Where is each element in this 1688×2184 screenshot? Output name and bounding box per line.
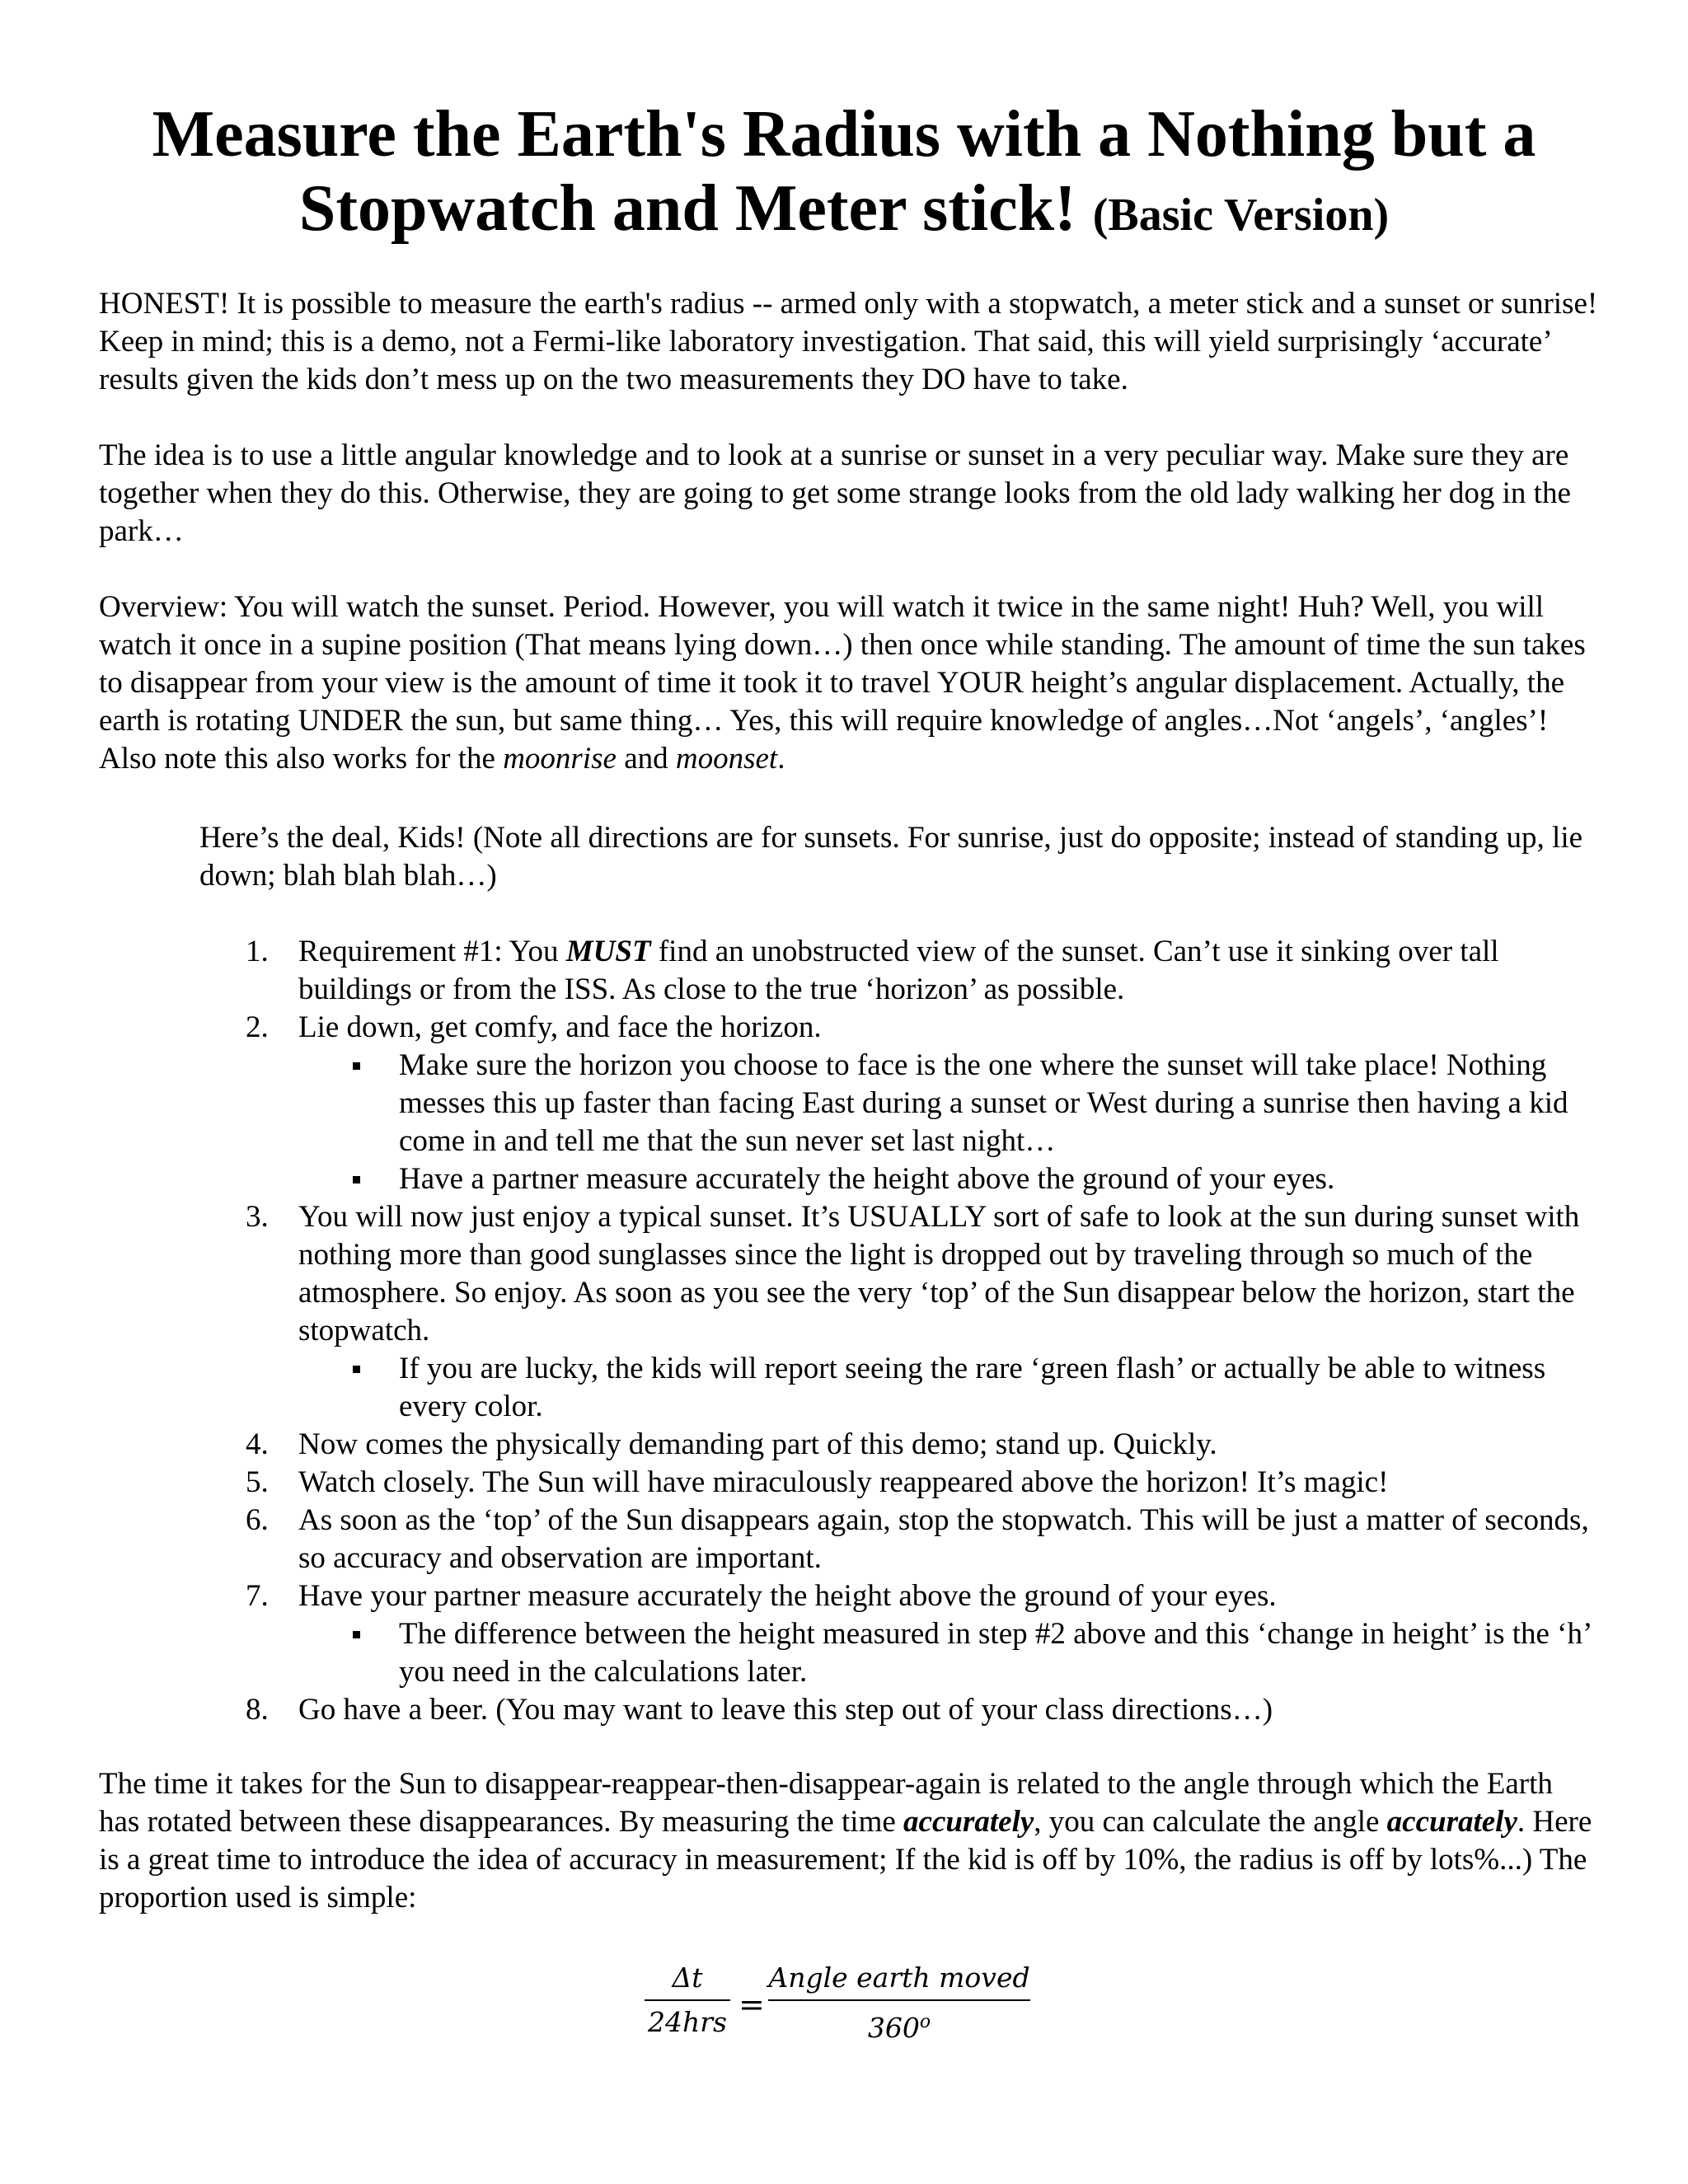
degree-superscript: o: [919, 2012, 931, 2032]
closing-text-a: The time it takes for the Sun to disappear-reappear-then-disappear-again is related to the angle through which the Earth has rotated between these disappearances. By measuring the time: [99, 1767, 1553, 1839]
steps-list: [246, 933, 1597, 1729]
step-8: [246, 1691, 1597, 1729]
closing-text-c: . Here is a great time to introduce the idea of accuracy in measurement; If the kid is off by 10%, the radius is off by lots%...) The proportion used is simple:: [99, 1805, 1592, 1915]
title-version: (Basic Version): [1092, 190, 1390, 241]
step-emphasis: MUST: [565, 935, 651, 968]
bullet-text: The difference between the height measured in step #2 above and this ‘change in height’ is the ‘h’ you need in the calculations later.: [399, 1617, 1591, 1689]
square-bullet-icon: [353, 1062, 360, 1070]
step-3-bullets: [298, 1350, 1597, 1426]
step-3: [246, 1198, 1597, 1426]
square-bullet-icon: [353, 1366, 360, 1373]
closing-emphasis-2: accurately: [1386, 1805, 1517, 1839]
overview-paragraph: [99, 588, 1599, 778]
bullet-item: [298, 1160, 1597, 1198]
step-text: Watch closely. The Sun will have miraculously reappeared above the horizon! It’s magic!: [298, 1465, 1389, 1499]
step-7: [246, 1577, 1597, 1691]
deal-paragraph: Here’s the deal, Kids! (Note all directions are for sunsets. For sunrise, just do opposite; instead of standing up, lie down; blah blah blah…): [199, 821, 1583, 893]
step-6: [246, 1502, 1597, 1577]
step-text: Requirement #1: You: [298, 935, 566, 968]
moonrise-term: moonrise: [503, 742, 617, 776]
square-bullet-icon: [353, 1631, 360, 1638]
page-title: [0, 97, 1688, 252]
step-text: Lie down, get comfy, and face the horizon.: [298, 1010, 822, 1044]
closing-paragraph: [99, 1765, 1599, 1917]
left-denominator: 24hrs: [648, 2006, 727, 2038]
right-fraction: [768, 1960, 1030, 2044]
degrees-value: 360: [867, 2012, 920, 2044]
equals-sign: =: [738, 1986, 765, 2022]
left-fraction: [645, 1960, 730, 2041]
step-number: 7.: [246, 1579, 269, 1613]
bullet-item: [298, 1047, 1597, 1160]
step-text: As soon as the ‘top’ of the Sun disappears again, stop the stopwatch. This will be just a matter of seconds, so accuracy and observation are important.: [298, 1503, 1589, 1575]
bullet-item: [298, 1615, 1597, 1691]
bullet-text: Make sure the horizon you choose to face is the one where the sunset will take place! Nothing messes this up faster than facing East during a sunset or West during a sunrise then having a kid come in and tell me that the sun never set last night…: [399, 1048, 1568, 1158]
intro-paragraph-1: HONEST! It is possible to measure the earth's radius -- armed only with a stopwatch, a meter stick and a sunset or sunrise! Keep in mind; this is a demo, not a Fermi-like laboratory investigation. That said, this will yield surprisingly ‘accurate’ results given the kids don’t mess up on the two measurements they DO have to take.: [99, 287, 1598, 396]
bullet-item: [298, 1350, 1597, 1426]
title-line-2: Stopwatch and Meter stick!: [298, 172, 1076, 245]
step-number: 6.: [246, 1503, 269, 1537]
step-text: Have your partner measure accurately the height above the ground of your eyes.: [298, 1579, 1277, 1613]
step-text: Now comes the physically demanding part of this demo; stand up. Quickly.: [298, 1427, 1217, 1461]
right-denominator: [768, 2004, 1030, 2044]
overview-and: and: [616, 742, 676, 776]
moonset-term: moonset: [675, 742, 778, 776]
overview-text: Overview: You will watch the sunset. Period. However, you will watch it twice in the same night! Huh? Well, you will watch it once in a supine position (That means lying down…) then once while standing. The amount of time the sun takes to disappear from your view is the amount of time it took it to travel YOUR height’s angular displacement. Actually, the earth is rotating UNDER the sun, but same thing… Yes, this will require knowledge of angles…Not ‘angels’, ‘angles’! Also note this also works for the: [99, 590, 1586, 776]
title-line-1: Measure the Earth's Radius with a Nothing but a: [152, 98, 1536, 171]
step-2-bullets: [298, 1047, 1597, 1198]
bullet-text: Have a partner measure accurately the height above the ground of your eyes.: [399, 1162, 1335, 1196]
step-number: 3.: [246, 1200, 269, 1234]
step-number: 2.: [246, 1010, 269, 1044]
closing-emphasis-1: accurately: [903, 1805, 1034, 1839]
left-numerator: Δt: [672, 1961, 703, 1994]
step-5: [246, 1464, 1597, 1502]
proportion-formula: [0, 1960, 1688, 2050]
step-number: 5.: [246, 1465, 269, 1499]
step-number: 4.: [246, 1427, 269, 1461]
intro-paragraph-2: The idea is to use a little angular knowledge and to look at a sunrise or sunset in a very peculiar way. Make sure they are together when they do this. Otherwise, they are going to get some strange looks from the old lady walking her dog in the park…: [99, 438, 1571, 548]
step-text: Go have a beer. (You may want to leave this step out of your class directions…): [298, 1693, 1273, 1727]
fraction-bar: [645, 1999, 730, 2001]
right-numerator: Angle earth moved: [768, 1961, 1030, 1994]
step-4: [246, 1426, 1597, 1464]
step-text: You will now just enjoy a typical sunset. It’s USUALLY sort of safe to look at the sun during sunset with nothing more than good sunglasses since the light is dropped out by traveling through so much of the atmosphere. So enjoy. As soon as you see the very ‘top’ of the Sun disappear below the horizon, start the stopwatch.: [298, 1200, 1580, 1347]
fraction-bar: [768, 1999, 1030, 2001]
closing-text-b: , you can calculate the angle: [1034, 1805, 1387, 1839]
bullet-text: If you are lucky, the kids will report seeing the rare ‘green flash’ or actually be able to witness every color.: [399, 1352, 1546, 1423]
step-1: [246, 933, 1597, 1009]
overview-end: .: [777, 742, 785, 776]
step-7-bullets: [298, 1615, 1597, 1691]
step-number: 8.: [246, 1693, 269, 1727]
step-text-cont: find an unobstructed view of the sunset. Can’t use it sinking over tall buildings or from the ISS. As close to the true ‘horizon’ as possible.: [298, 935, 1499, 1006]
step-number: 1.: [246, 935, 269, 968]
step-2: [246, 1009, 1597, 1198]
square-bullet-icon: [353, 1176, 360, 1183]
